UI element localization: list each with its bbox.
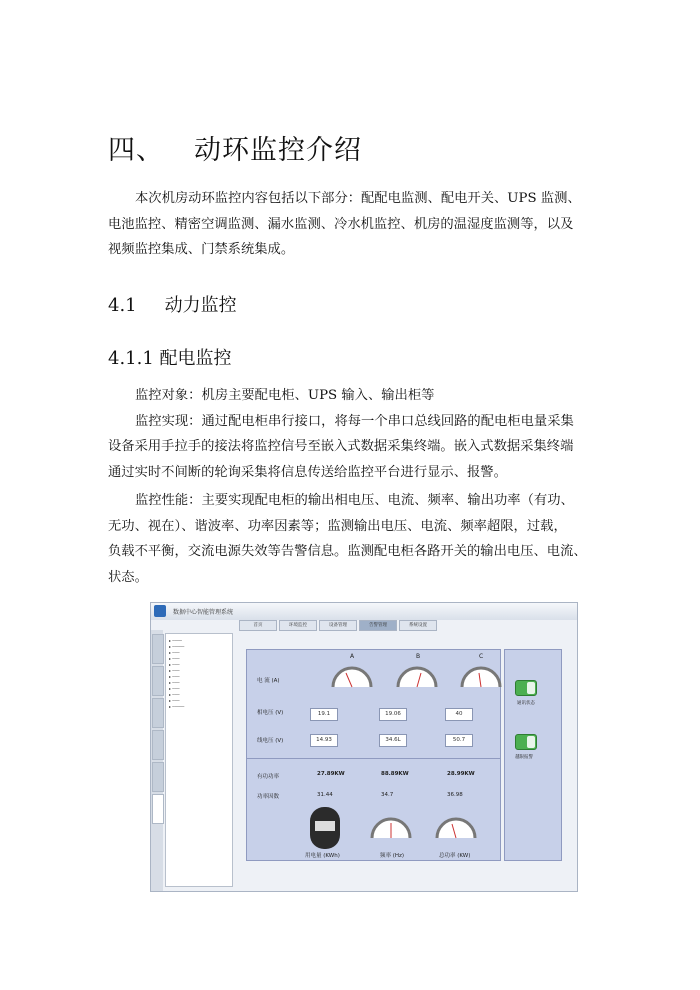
tree-node[interactable]: ▸ ─── [169,662,180,667]
app-title: 数据中心智能管理系统 [173,609,234,616]
section-number: 4.1 [108,295,137,316]
panel-divider [247,758,500,759]
gauge-current-b [395,665,439,689]
subsection-heading: 4.1.1 配电监控 [108,348,232,369]
tree-node[interactable]: ▸ ─── [169,698,180,703]
tree-node[interactable]: ▸ ─── [169,692,180,697]
perf-line-3: 负载不平衡，交流电源失效等告警信息。监测配电柜各路开关的输出电压、电流、 [108,544,587,559]
perf-line-2: 无功、视在）、谐波率、功率因素等；监测输出电压、电流、频率超限，过载， [108,518,567,534]
phase-voltage-c: 40 [445,708,473,721]
side-tab[interactable] [152,666,164,696]
target-line: 监控对象：机房主要配电柜、UPS 输入、输出柜等 [135,388,435,403]
body-paragraphs [108,383,598,590]
tree-node[interactable]: ▸ ─── [169,686,180,691]
status-panel [504,649,562,861]
chapter-number: 四、 [108,135,164,166]
tab-3[interactable]: 设备管理 [319,620,357,631]
status-label: 通讯状态 [517,701,535,706]
total-power-label: 总功率 (KW) [439,853,471,859]
section-title: 动力监控 [164,295,237,316]
active-power-label: 有功功率 [257,774,280,780]
app-titlebar [151,603,577,620]
power-factor-label: 功率因数 [257,794,280,800]
intro-line-2: 电池监控、精密空调监测、漏水监测、冷水机监控、机房的温湿度监测等，以及 [108,216,574,232]
side-tabs [151,630,163,891]
tree-node[interactable]: ▸ ──── [169,638,182,643]
device-tree [165,633,233,887]
energy-meter-icon [310,807,340,849]
power-factor-c: 36.98 [447,792,463,798]
intro-line-3: 视频监控集成、门禁系统集成。 [108,242,295,257]
impl-line-2: 设备采用手拉手的接法将监控信号至嵌入式数据采集终端。嵌入式数据采集终端 [108,439,574,454]
phase-voltage-label: 相电压 (V) [257,710,284,716]
side-tab[interactable] [152,794,164,824]
line-voltage-a: 14.93 [310,734,338,747]
tree-node[interactable]: ▸ ─── [169,680,180,685]
phase-voltage-a: 19.1 [310,708,338,721]
current-label: 电 流 (A) [257,678,280,684]
active-power-a: 27.89KW [317,771,345,777]
gauge-total-power [434,816,478,840]
tab-4[interactable]: 告警管理 [359,620,397,631]
column-b-header: B [416,653,421,660]
gauge-frequency [369,816,413,840]
tree-node[interactable]: ▸ ─── [169,668,180,673]
gauge-current-a [330,665,374,689]
perf-line-4: 状态。 [108,569,148,585]
tab-5[interactable]: 系统设置 [399,620,437,631]
impl-line-3: 通过实时不间断的轮询采集将信息传送给监控平台进行显示、报警。 [108,464,507,480]
column-c-header: C [479,653,484,660]
line-voltage-label: 线电压 (V) [257,738,284,744]
section-heading [108,291,237,317]
phase-voltage-b: 19.06 [379,708,407,721]
active-power-c: 28.99KW [447,771,475,777]
alarm-label: 越限报警 [515,755,533,760]
perf-line-1: 监控性能：主要实现配电柜的输出相电压、电流、频率、输出功率（有功、 [135,493,574,508]
active-power-b: 88.89KW [381,771,409,777]
frequency-label: 频率 (Hz) [380,853,405,859]
column-a-header: A [350,653,355,660]
app-logo-icon [154,605,166,617]
line-voltage-b: 34.6L [379,734,407,747]
energy-label: 用电量 (KWh) [305,853,340,859]
side-tab[interactable] [152,762,164,792]
status-toggle[interactable] [515,680,537,696]
alarm-toggle[interactable] [515,734,537,750]
side-tab[interactable] [152,698,164,728]
line-voltage-c: 50.7 [445,734,473,747]
power-factor-a: 31.44 [317,792,333,798]
tab-2[interactable]: 环境监控 [279,620,317,631]
tab-1[interactable]: 首页 [239,620,277,631]
tree-node[interactable]: ▸ ─── [169,674,180,679]
tree-node[interactable]: ▸ ───── [169,644,185,649]
power-factor-b: 34.7 [381,792,394,798]
chapter-heading [108,128,362,167]
tree-node[interactable]: ▸ ─── [169,656,180,661]
side-tab[interactable] [152,634,164,664]
tree-node[interactable]: ▸ ─── [169,650,180,655]
gauge-current-c [459,665,503,689]
power-panel [246,649,501,861]
impl-line-1: 监控实现：通过配电柜串行接口，将每一个串口总线回路的配电柜电量采集 [135,413,574,429]
intro-line-1: 本次机房动环监控内容包括以下部分：配配电监测、配电开关、UPS 监测、 [135,191,581,206]
tree-node[interactable]: ▸ ───── [169,704,185,709]
monitoring-screenshot [150,602,578,892]
side-tab[interactable] [152,730,164,760]
chapter-title: 动环监控介绍 [194,135,362,166]
intro-paragraph [108,186,598,263]
